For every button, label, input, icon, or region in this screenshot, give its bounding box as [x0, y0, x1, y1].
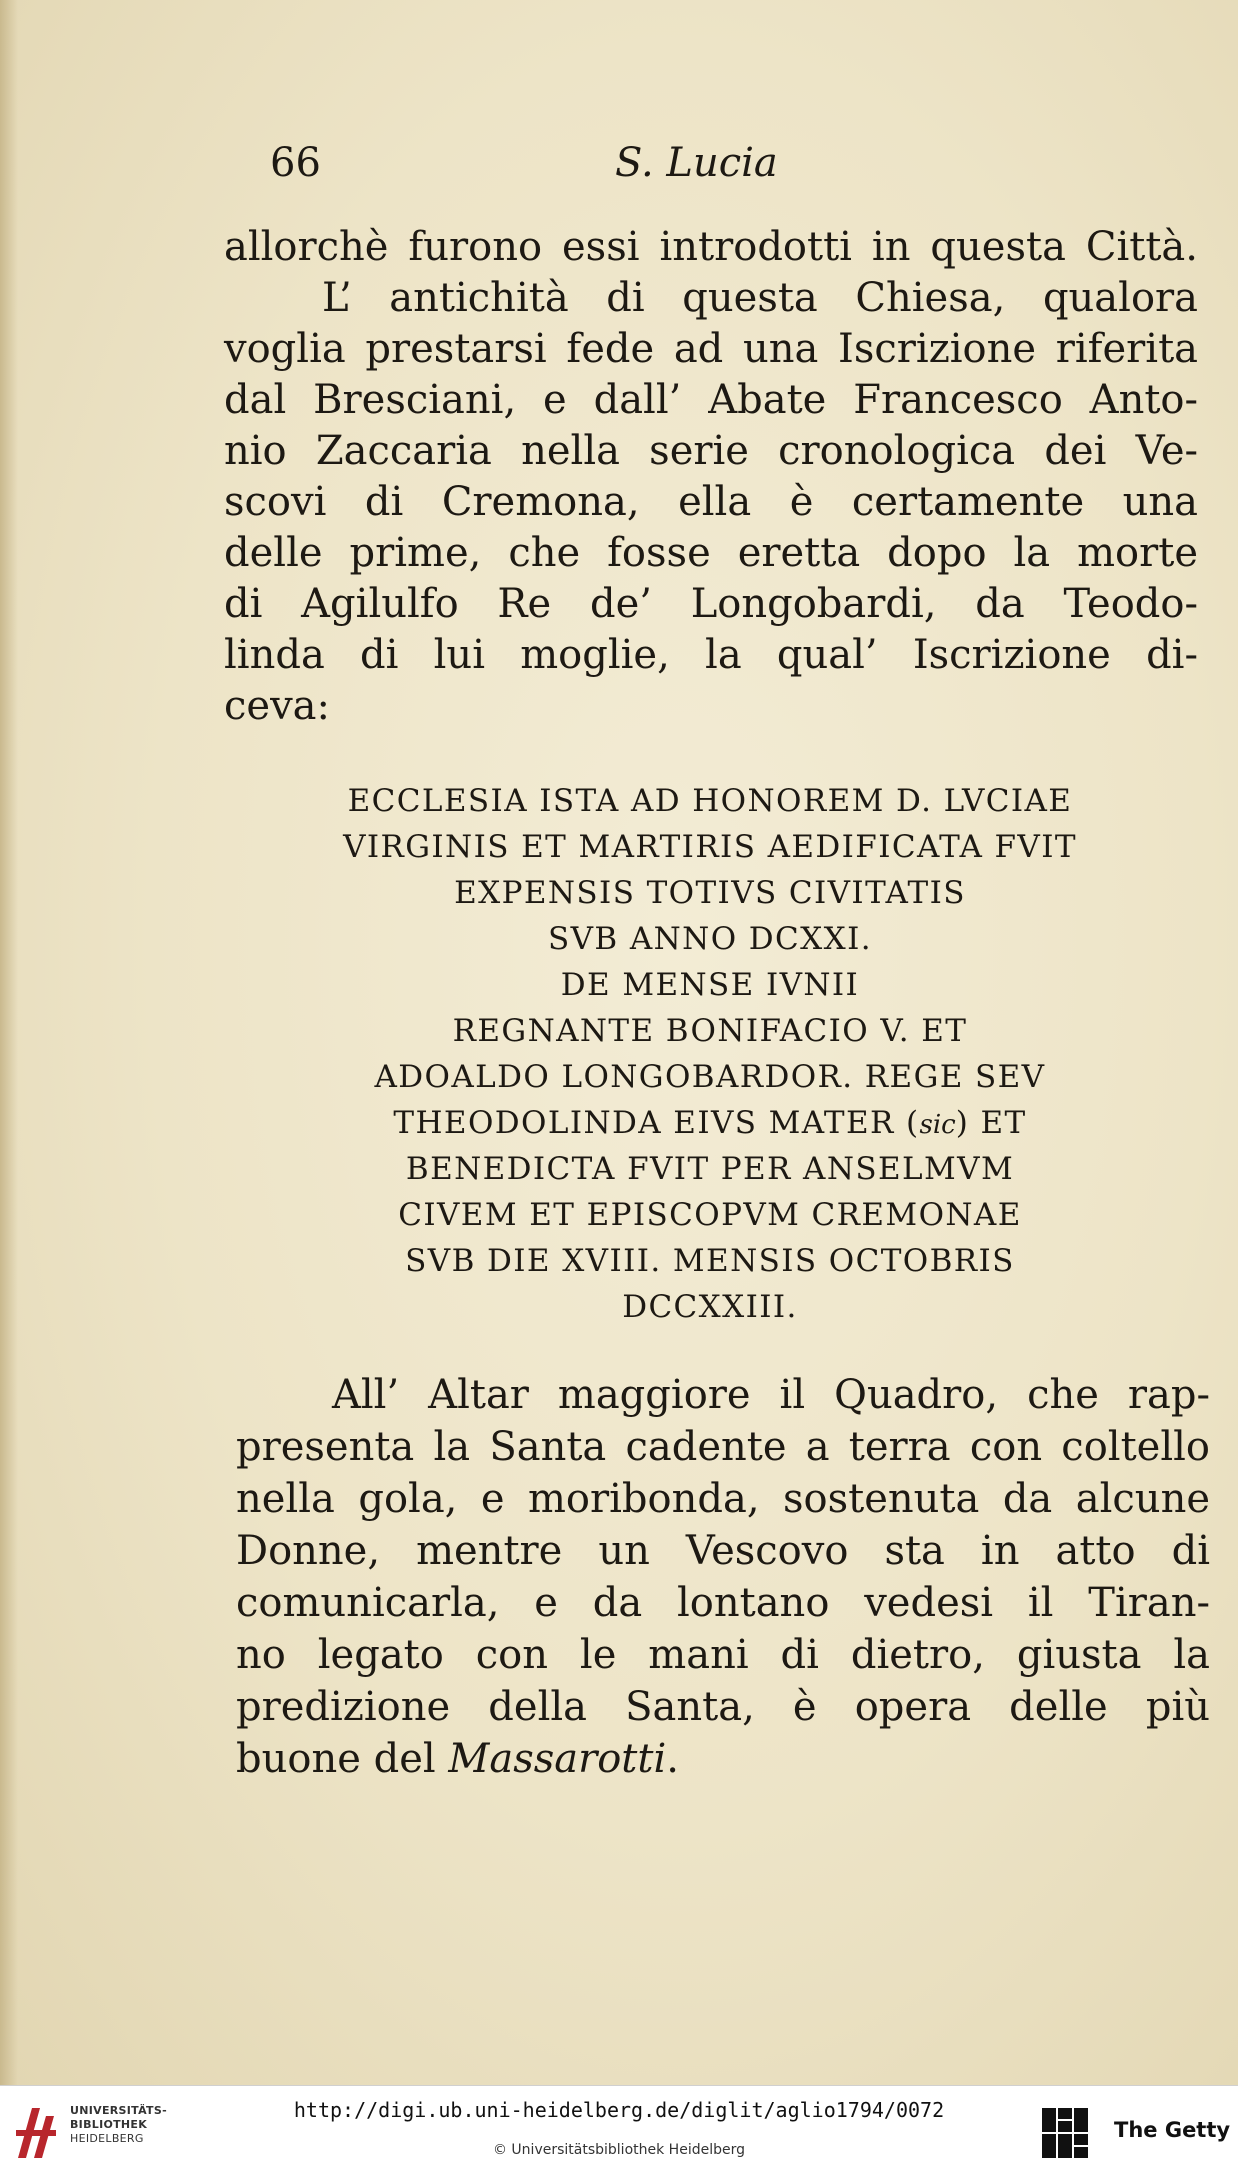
text-line: delle prime, che fosse eretta dopo la morte	[224, 530, 1198, 576]
text-line: dal Bresciani, e dall’ Abate Francesco Anto-	[224, 377, 1198, 423]
inscription-line: REGNANTE BONIFACIO V. ET	[452, 1013, 968, 1049]
inscription-line: CIVEM ET EPISCOPVM CREMONAE	[398, 1197, 1022, 1233]
text-line: predizione della Santa, è opera delle più	[236, 1684, 1210, 1730]
text-line: Donne, mentre un Vescovo sta in atto di	[236, 1528, 1210, 1574]
copyright-notice: © Universitätsbibliothek Heidelberg	[492, 2142, 745, 2158]
library-name: UNIVERSITÄTS- BIBLIOTHEK HEIDELBERG	[70, 2104, 167, 2145]
text-line: voglia prestarsi fede ad una Iscrizione riferita	[224, 326, 1198, 372]
text-line: All’ Altar maggiore il Quadro, che rap-	[332, 1372, 1210, 1418]
artist-name: Massarotti	[448, 1736, 667, 1782]
inscription-line: SVB DIE XVIII. MENSIS OCTOBRIS	[405, 1243, 1015, 1279]
text: .	[666, 1736, 679, 1782]
inscription-text: ) ET	[955, 1105, 1027, 1141]
inscription-line: BENEDICTA FVIT PER ANSELMVM	[405, 1151, 1015, 1187]
running-title: S. Lucia	[615, 140, 778, 186]
text-line: ceva:	[224, 683, 330, 729]
text-line: comunicarla, e da lontano vedesi il Tiran-	[236, 1580, 1210, 1626]
page-header	[270, 140, 790, 200]
text-line: L’ antichità di questa Chiesa, qualora	[322, 275, 1198, 321]
getty-logo-icon	[1040, 2106, 1090, 2160]
text-line: linda di lui moglie, la qual’ Iscrizione di-	[224, 632, 1198, 678]
inscription-line: VIRGINIS ET MARTIRIS AEDIFICATA FVIT	[343, 829, 1077, 865]
text-line: presenta la Santa cadente a terra con coltello	[236, 1424, 1210, 1470]
inscription-text: THEODOLINDA EIVS MATER (	[393, 1105, 920, 1141]
viewer-footer	[0, 2085, 1238, 2176]
inscription-line: DCCXXIII.	[622, 1289, 798, 1325]
page-number: 66	[270, 140, 321, 186]
paragraph-altar	[236, 1369, 1210, 1785]
inscription-block	[270, 778, 1150, 1330]
paragraph-intro	[224, 222, 1198, 732]
permalink-url[interactable]: http://digi.ub.uni-heidelberg.de/diglit/aglio1794/0072	[293, 2098, 945, 2122]
text-line: nella gola, e moribonda, sostenuta da alcune	[236, 1476, 1210, 1522]
text-line: allorchè furono essi introdotti in questa Città.	[224, 224, 1198, 270]
inscription-line: ADOALDO LONGOBARDOR. REGE SEV	[374, 1059, 1046, 1095]
sic-annotation: sic	[919, 1110, 956, 1140]
inscription-line: ECCLESIA ISTA AD HONOREM D. LVCIAE	[347, 783, 1073, 819]
text: buone del	[236, 1736, 449, 1782]
inscription-line: SVB ANNO DCXXI.	[548, 921, 872, 957]
text-line: no legato con le mani di dietro, giusta la	[236, 1632, 1210, 1678]
text-line-last	[236, 1733, 1210, 1785]
sponsor-name[interactable]: The Getty	[1114, 2118, 1231, 2142]
inscription-line-theodolinda	[270, 1100, 1150, 1146]
text-line: nio Zaccaria nella serie cronologica dei Ve-	[224, 428, 1198, 474]
inscription-line: DE MENSE IVNII	[560, 967, 860, 1003]
text-line: scovi di Cremona, ella è certamente una	[224, 479, 1198, 525]
inscription-line: EXPENSIS TOTIVS CIVITATIS	[454, 875, 966, 911]
text-line: di Agilulfo Re de’ Longobardi, da Teodo-	[224, 581, 1198, 627]
